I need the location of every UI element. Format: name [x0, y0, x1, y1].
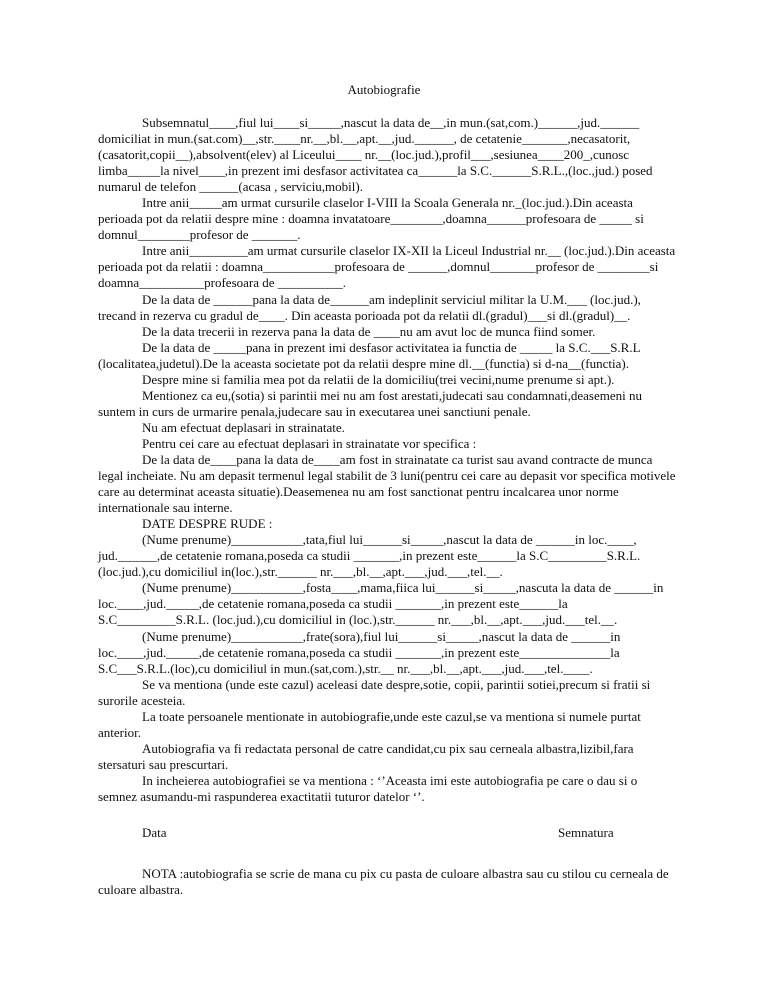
- paragraph-no-travel: Nu am efectuat deplasari in strainatate.: [142, 419, 345, 435]
- paragraph-current-job: De la data de _____pana in prezent imi desfasor activitatea ia functia de _____ la S.C.___S.R.L (localitatea,judetul).De la aceasta societate pot da relatii despre mine dl.__(functia) si d-na__(functia).: [98, 339, 641, 371]
- date-label: Data: [142, 825, 167, 840]
- paragraph-legal: Mentionez ca eu,(sotia) si parintii mei nu am fost arestati,judecati sau condamnati,deasemeni nu suntem in curs de urmarire penala,judecare sau in executarea unei sanctiuni penale.: [98, 387, 642, 419]
- paragraph-previous-name: La toate persoanele mentionate in autobiografie,unde este cazul,se va mentiona si numele purtat anterior.: [98, 708, 641, 740]
- paragraph-intro: Subsemnatul____,fiul lui____si_____,nascut la data de__,in mun.(sat,com.)______,jud.______ domiciliat in mun.(sat.com)__,str.____nr.__,bl.__,apt.__,jud.______, de cetatenie_______,necasatorit,(casatorit,copii__),absolvent(elev) al Liceului____ nr.__(loc.jud.),profil___,sesiunea____200_,cunosc limba_____la nivel____,in prezent imi desfasor activitatea ca______la S.C.______S.R.L.,(loc.,jud.) posed numarul de telefon ______(acasa , serviciu,mobil).: [98, 115, 653, 195]
- paragraph-closing: In incheierea autobiografiei se va mentiona : ‘’Aceasta imi este autobiografia pe care o dau si o semnez asumandu-mi raspunderea exactitatii tuturor datelor ‘’.: [98, 772, 638, 804]
- paragraph-school-primary: Intre anii_____am urmat cursurile claselor I-VIII la Scoala Generala nr._(loc.jud.).Din aceasta perioada pot da relatii despre mine : doamna invatatoare________,doamna______profesoara de _____ si domnul________profesor de _______.: [98, 195, 644, 243]
- paragraph-travel-details: De la data de____pana la data de____am fost in strainatate ca turist sau avand contracte de munca legal incheiate. Nu am depasit termenul legal stabilit de 3 luni(pentru cei care au depasit vor specifica motivele care au determinat aceasta situatie).Deasemenea nu am fost sanctionat pentru incalcarea unor norme internationale sau interne.: [98, 451, 676, 516]
- paragraph-spouse-note: Se va mentiona (unde este cazul) aceleasi date despre,sotie, copii, parintii sotiei,precum si fratii si surorile acesteia.: [98, 676, 651, 708]
- document-body: [98, 115, 678, 805]
- paragraph-references: Despre mine si familia mea pot da relatii de la domiciliu(trei vecini,nume prenume si apt.).: [142, 371, 615, 387]
- paragraph-father: (Nume prenume)___________,tata,fiul lui______si_____,nascut la data de ______in loc.____, jud.______,de cetatenie romana,poseda ca studii _______,in prezent este______la S.C_________S.R.L. (loc.jud.),cu domiciliul in(loc.),str.______ nr.___,bl.__,apt.___,jud.___,tel.__.: [98, 532, 641, 580]
- paragraph-mother: (Nume prenume)___________,fosta____,mama,fiica lui______si_____,nascuta la data de ______in loc.____,jud._____,de cetatenie romana,poseda ca studii _______,in prezent este______la S.C_________S.R.L. (loc.jud.),cu domiciliul in (loc.),str.______ nr.___,bl.__,apt.___,jud.___tel.__.: [98, 580, 664, 628]
- paragraph-travel-intro: Pentru cei care au efectuat deplasari in strainatate vor specifica :: [142, 435, 477, 451]
- signature-label: Semnatura: [558, 825, 614, 840]
- note-text: NOTA :autobiografia se scrie de mana cu pix cu pasta de culoare albastra sau cu stilou cu cerneala de culoare albastra.: [98, 866, 669, 898]
- paragraph-school-high: Intre anii_________am urmat cursurile claselor IX-XII la Liceul Industrial nr.__ (loc.jud.).Din aceasta perioada pot da relatii : doamna___________profesoara de ______,domnul_______profesor de ________si doamna__________profesoara de __________.: [98, 243, 676, 291]
- note-block: [98, 866, 678, 898]
- document-title: Autobiografie: [347, 82, 421, 97]
- paragraph-unemployed: De la data trecerii in rezerva pana la data de ____nu am avut loc de munca fiind somer.: [142, 323, 596, 339]
- paragraph-sibling: (Nume prenume)___________,frate(sora),fiul lui______si_____,nascut la data de ______in loc.____,jud._____,de cetatenie romana,poseda ca studii _______,in prezent este______________la S.C___S.R.L.(loc),cu domiciliul in mun.(sat,com.),str.__ nr.___,bl.__,apt.___,jud.___,tel.____.: [98, 628, 621, 676]
- paragraph-military: De la data de ______pana la data de______am indeplinit serviciul militar la U.M.___ (loc.jud.), trecand in rezerva cu gradul de____. Din aceasta porioada pot da relatii dl.(gradul)___si dl.(gradul)__.: [98, 291, 641, 323]
- section-heading-relatives: DATE DESPRE RUDE :: [142, 516, 273, 532]
- paragraph-handwritten: Autobiografia va fi redactata personal de catre candidat,cu pix sau cerneala albastra,lizibil,fara stersaturi sau prescurtari.: [98, 740, 634, 772]
